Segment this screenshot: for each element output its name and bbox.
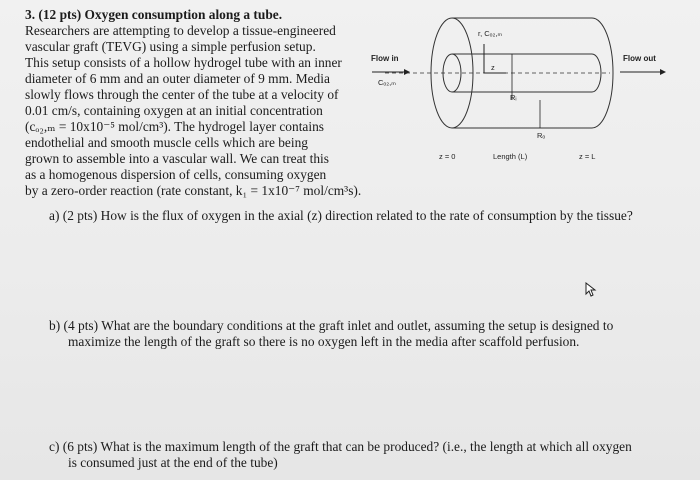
problem-line: endothelial and smooth muscle cells which are being	[25, 135, 308, 150]
radial-axis-label: r, Cₒ₂,ₘ	[478, 29, 503, 38]
axial-axis-label: z	[491, 63, 495, 72]
question-c-line1: c) (6 pts) What is the maximum length of the graft that can be produced? (i.e., the length at which all oxygen	[49, 439, 632, 454]
problem-line: grown to assemble into a vascular wall. We can treat this	[25, 151, 329, 166]
outer-radius-label: Rₒ	[537, 131, 546, 140]
outlet-position-label: z = L	[579, 152, 596, 161]
question-b-line2: maximize the length of the graft so there is no oxygen left in the media after scaffold perfusion.	[68, 334, 580, 349]
problem-line: 0.01 cm/s, containing oxygen at an initial concentration	[25, 103, 323, 118]
problem-line: by a zero-order reaction (rate constant, k₁ = 1x10⁻⁷ mol/cm³s).	[25, 183, 362, 198]
mouse-cursor-icon	[585, 282, 599, 298]
problem-line: Researchers are attempting to develop a tissue-engineered	[25, 23, 336, 38]
length-label: Length (L)	[493, 152, 528, 161]
inlet-position-label: z = 0	[439, 152, 456, 161]
problem-line: This setup consists of a hollow hydrogel tube with an inner	[25, 55, 342, 70]
problem-line: diameter of 6 mm and an outer diameter of 9 mm. Media	[25, 71, 330, 86]
problem-line: slowly flows through the center of the tube at a velocity of	[25, 87, 339, 102]
inlet-concentration-label: Cₒ₂,ₘ	[378, 78, 396, 87]
problem-line: vascular graft (TEVG) using a simple perfusion setup.	[25, 39, 316, 54]
question-c-line2: is consumed just at the end of the tube)	[68, 455, 278, 470]
inner-radius-label: Rᵢ	[510, 93, 517, 102]
problem-line: (cₒ₂,ₘ = 10x10⁻⁵ mol/cm³). The hydrogel layer contains	[25, 119, 324, 134]
question-b-line1: b) (4 pts) What are the boundary conditions at the graft inlet and outlet, assuming the setup is designed to	[49, 318, 614, 333]
problem-title: 3. (12 pts) Oxygen consumption along a tube.	[25, 7, 283, 22]
problem-line: as a homogenous dispersion of cells, consuming oxygen	[25, 167, 327, 182]
flow-out-label: Flow out	[623, 54, 656, 63]
flow-in-label: Flow in	[371, 54, 399, 63]
question-a: a) (2 pts) How is the flux of oxygen in the axial (z) direction related to the rate of consumption by the tissue?	[49, 208, 633, 223]
